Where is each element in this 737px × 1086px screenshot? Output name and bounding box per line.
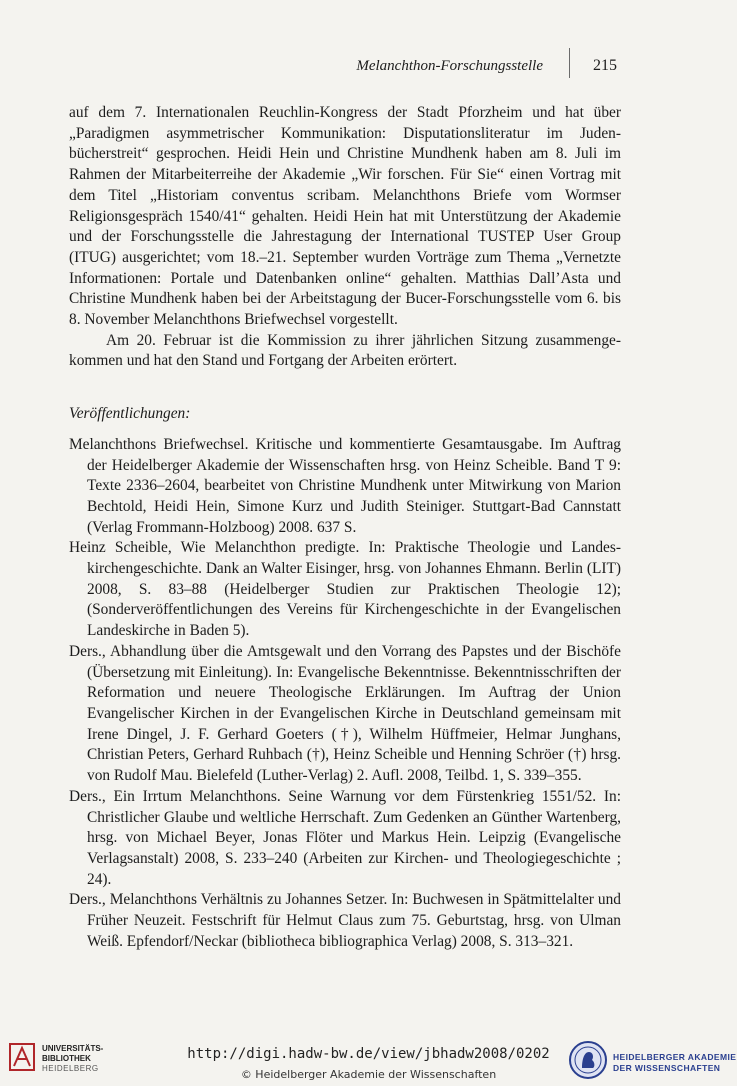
- publication-entry: Ders., Abhandlung über die Amtsgewalt und den Vorrang des Papstes und der Bischöfe (Übersetzung mit Einleitung). In: Evangelische Bekenntnisse. Bekenntnisschriften der Reformation und neuere Theologische Erklärungen. Im Auftrag der Union Evangelischer Kirchen in der Evangelischen Kirche in Deutschland gemeinsam mit Irene Dingel, J. F. Gerhard Goeters (†), Wilhelm Hüffmeier, Helmar Junghans, Christian Peters, Gerhard Ruhbach (†), Heinz Scheible und Henning Schröer (†) hrsg. von Rudolf Mau. Bielefeld (Luther-Verlag) 2. Aufl. 2008, Teilbd. 1, S. 339–355.: [69, 642, 621, 785]
- publications-heading: Veröffentlichungen:: [69, 405, 191, 423]
- library-logo-line: BIBLIOTHEK: [42, 1054, 91, 1063]
- page-number: 215: [593, 57, 617, 74]
- academy-logo-line: DER WISSENSCHAFTEN: [613, 1063, 721, 1073]
- footer-copyright: © Heidelberger Akademie der Wissenschaften: [240, 1068, 497, 1081]
- page-header: [0, 56, 737, 80]
- academy-logo-line: HEIDELBERGER AKADEMIE: [613, 1052, 737, 1062]
- header-divider: [569, 48, 570, 78]
- publication-entry: Heinz Scheible, Wie Melanchthon predigte. In: Praktische Theologie und Landeskirchengeschichte. Dank an Walter Eisinger, hrsg. von Johannes Ehmann. Berlin (LIT) 2008, S. 83–88 (Heidelberger Studien zur Praktischen Theologie 12); (Sonderveröffentlichungen des Vereins für Kirchengeschichte in der Evangelischen Landeskirche in Baden 5).: [69, 539, 621, 640]
- main-text: [69, 103, 621, 952]
- body-paragraph: Am 20. Februar ist die Kommission zu ihrer jährlichen Sitzung zusammengekommen und hat den Stand und Fortgang der Arbeiten erörtert.: [69, 331, 621, 370]
- footer-url-link[interactable]: http://digi.hadw-bw.de/view/jbhadw2008/0202: [187, 1046, 550, 1062]
- library-logo-line: HEIDELBERG: [42, 1064, 99, 1073]
- library-logo-line: UNIVERSITÄTS-: [42, 1044, 104, 1053]
- publication-entry: Melanchthons Briefwechsel. Kritische und kommentierte Gesamtausgabe. Im Auftrag der Heidelberger Akademie der Wissenschaften hrsg. von Heinz Scheible. Band T 9: Texte 2336–2604, bearbeitet von Christine Mundhenk unter Mitwirkung von Marion Bechtold, Heidi Hein, Simone Kurz und Judith Steiniger. Stuttgart-Bad Cannstatt (Verlag Frommann-Holzboog) 2008. 637 S.: [69, 435, 621, 536]
- publication-entry: Ders., Melanchthons Verhältnis zu Johannes Setzer. In: Buchwesen in Spätmittelalter und Früher Neuzeit. Festschrift für Helmut Claus zum 75. Geburtstag, hrsg. von Ulman Weiß. Epfendorf/Neckar (bibliotheca bibliographica Verlag) 2008, S. 313–321.: [69, 891, 621, 950]
- academy-seal-icon: [568, 1040, 608, 1080]
- body-paragraph: auf dem 7. Internationalen Reuchlin-Kongress der Stadt Pforzheim und hat über „Paradigmen asymmetrischer Kommunikation: Disputationsliteratur im Judenbücherstreit“ gesprochen. Heidi Hein und Christine Mundhenk haben am 8. Juli im Rahmen der Mitarbeiterreihe der Akademie „Wir forschen. Für Sie“ einen Vortrag mit dem Titel „Historiam conventus scribam. Melanchthons Briefe vom Wormser Religionsgespräch 1540/41“ gehalten. Heidi Hein hat mit Unterstützung der Akademie und der Forschungsstelle die Jahrestagung der International TUSTEP User Group (ITUG) ausgerichtet; vom 18.–21. September wurden Vorträge zum Thema „Vernetzte Informationen: Portale und Datenbanken online“ gehalten. Matthias Dall’Asta und Christine Mundhenk haben bei der Arbeitstagung der Bucer-Forschungsstelle vom 6. bis 8. November Melanchthons Briefwechsel vorgestellt.: [69, 104, 621, 329]
- running-title: Melanchthon-Forschungsstelle: [356, 58, 543, 74]
- academy-logo[interactable]: [568, 1040, 737, 1082]
- publication-entry: Ders., Ein Irrtum Melanchthons. Seine Warnung vor dem Fürstenkrieg 1551/52. In: Christlicher Glaube und weltliche Herrschaft. Zum Gedenken an Günther Wartenberg, hrsg. von Michael Beyer, Jonas Flöter und Markus Hein. Leipzig (Evangelische Verlagsanstalt) 2008, S. 233–240 (Arbeiten zur Kirchen- und Theologiegeschichte ; 24).: [69, 787, 621, 888]
